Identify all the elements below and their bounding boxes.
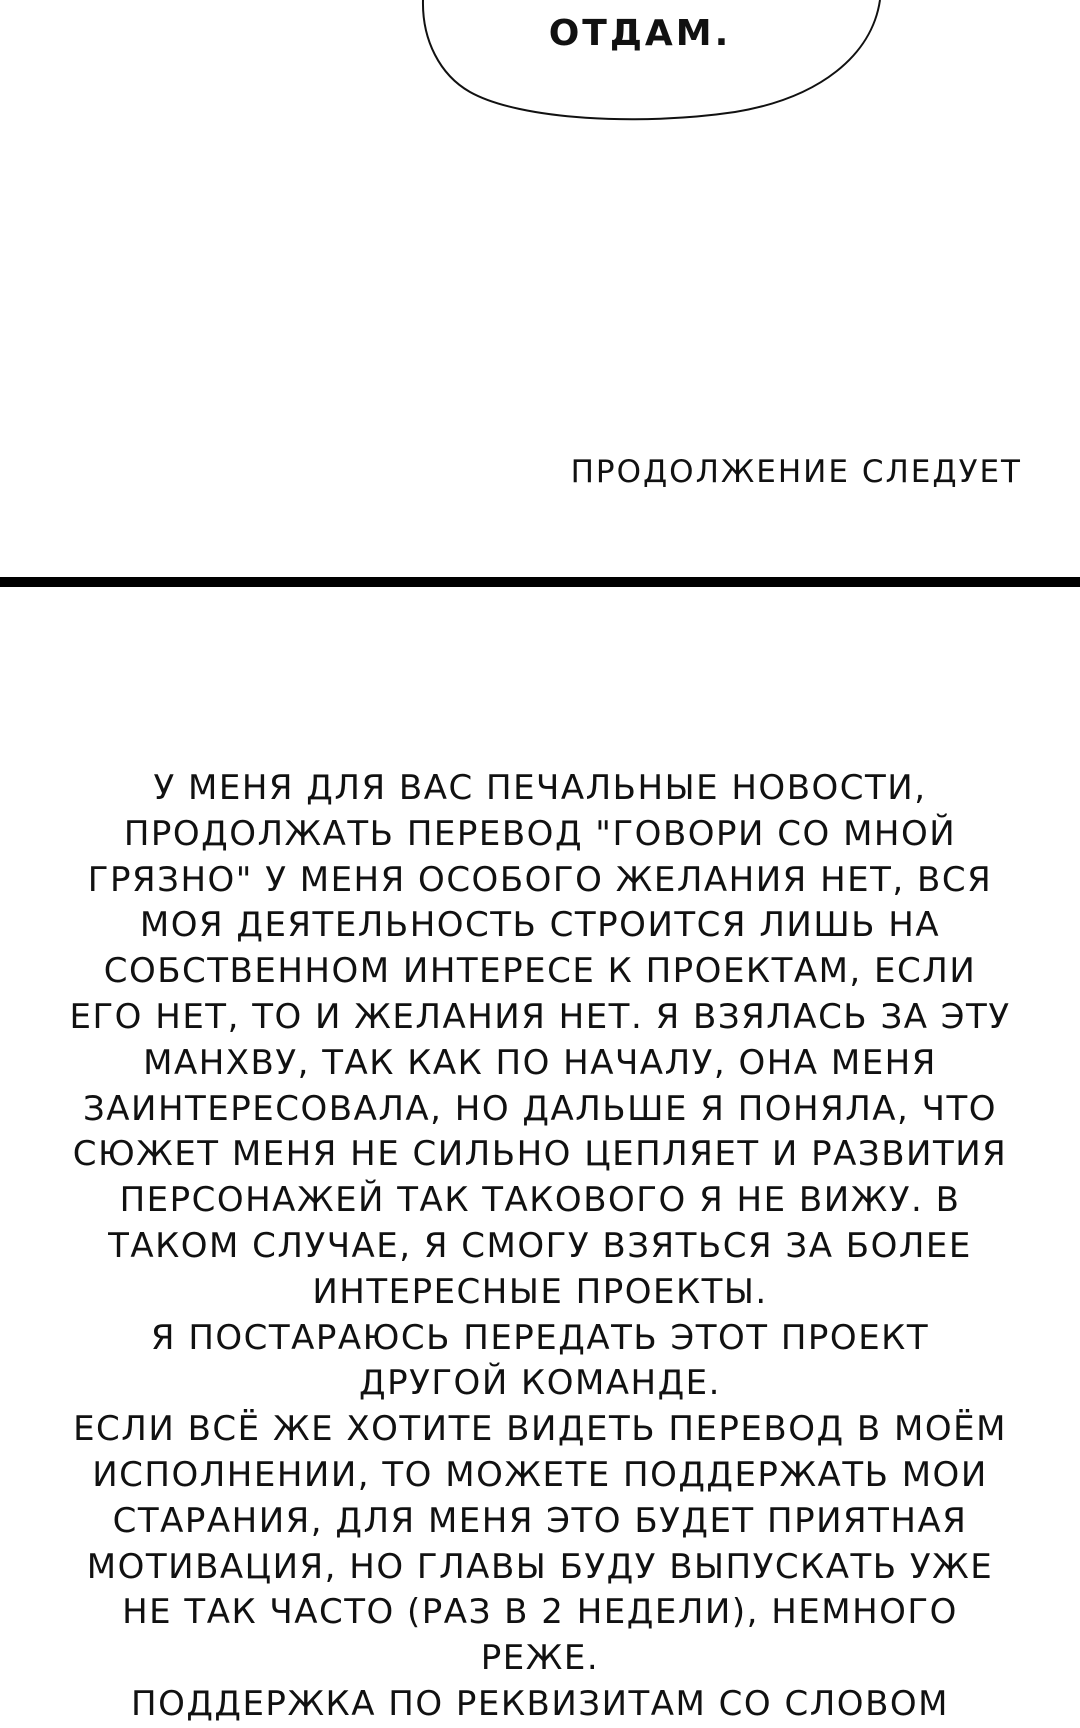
note-paragraph: ЕСЛИ ВСЁ ЖЕ ХОТИТЕ ВИДЕТЬ ПЕРЕВОД В МОЁМ ИСПОЛНЕНИИ, ТО МОЖЕТЕ ПОДДЕРЖАТЬ МОИ СТАРАНИЯ, ДЛЯ МЕНЯ ЭТО БУДЕТ ПРИЯТНАЯ МОТИВАЦИЯ, НО ГЛАВЫ БУДУ ВЫПУСКАТЬ УЖЕ НЕ ТАК ЧАСТО (РАЗ В 2 НЕДЕЛИ), НЕМНОГО РЕЖЕ. (73, 1409, 1007, 1679)
speech-bubble (0, 0, 1080, 140)
divider-bar (0, 577, 1080, 587)
translator-note (30, 766, 1050, 1728)
note-paragraph: ПОДДЕРЖКА ПО РЕКВИЗИТАМ СО СЛОВОМ (131, 1683, 949, 1724)
note-paragraph: У МЕНЯ ДЛЯ ВАС ПЕЧАЛЬНЫЕ НОВОСТИ, ПРОДОЛЖАТЬ ПЕРЕВОД "ГОВОРИ СО МНОЙ ГРЯЗНО" У МЕНЯ ОСОБОГО ЖЕЛАНИЯ НЕТ, ВСЯ МОЯ ДЕЯТЕЛЬНОСТЬ СТРОИТСЯ ЛИШЬ НА СОБСТВЕННОМ ИНТЕРЕСЕ К ПРОЕКТАМ, ЕСЛИ ЕГО НЕТ, ТО И ЖЕЛАНИЯ НЕТ. Я ВЗЯЛАСЬ ЗА ЭТУ МАНХВУ, ТАК КАК ПО НАЧАЛУ, ОНА МЕНЯ ЗАИНТЕРЕСОВАЛА, НО ДАЛЬШЕ Я ПОНЯЛА, ЧТО СЮЖЕТ МЕНЯ НЕ СИЛЬНО ЦЕПЛЯЕТ И РАЗВИТИЯ ПЕРСОНАЖЕЙ ТАК ТАКОВОГО Я НЕ ВИЖУ. В ТАКОМ СЛУЧАЕ, Я СМОГУ ВЗЯТЬСЯ ЗА БОЛЕЕ ИНТЕРЕСНЫЕ ПРОЕКТЫ. (69, 768, 1011, 1312)
to-be-continued-caption: ПРОДОЛЖЕНИЕ СЛЕДУЕТ (570, 454, 1022, 490)
note-paragraph: Я ПОСТАРАЮСЬ ПЕРЕДАТЬ ЭТОТ ПРОЕКТ ДРУГОЙ КОМАНДЕ. (150, 1317, 930, 1404)
speech-bubble-text: ОТДАМ. (548, 13, 732, 54)
